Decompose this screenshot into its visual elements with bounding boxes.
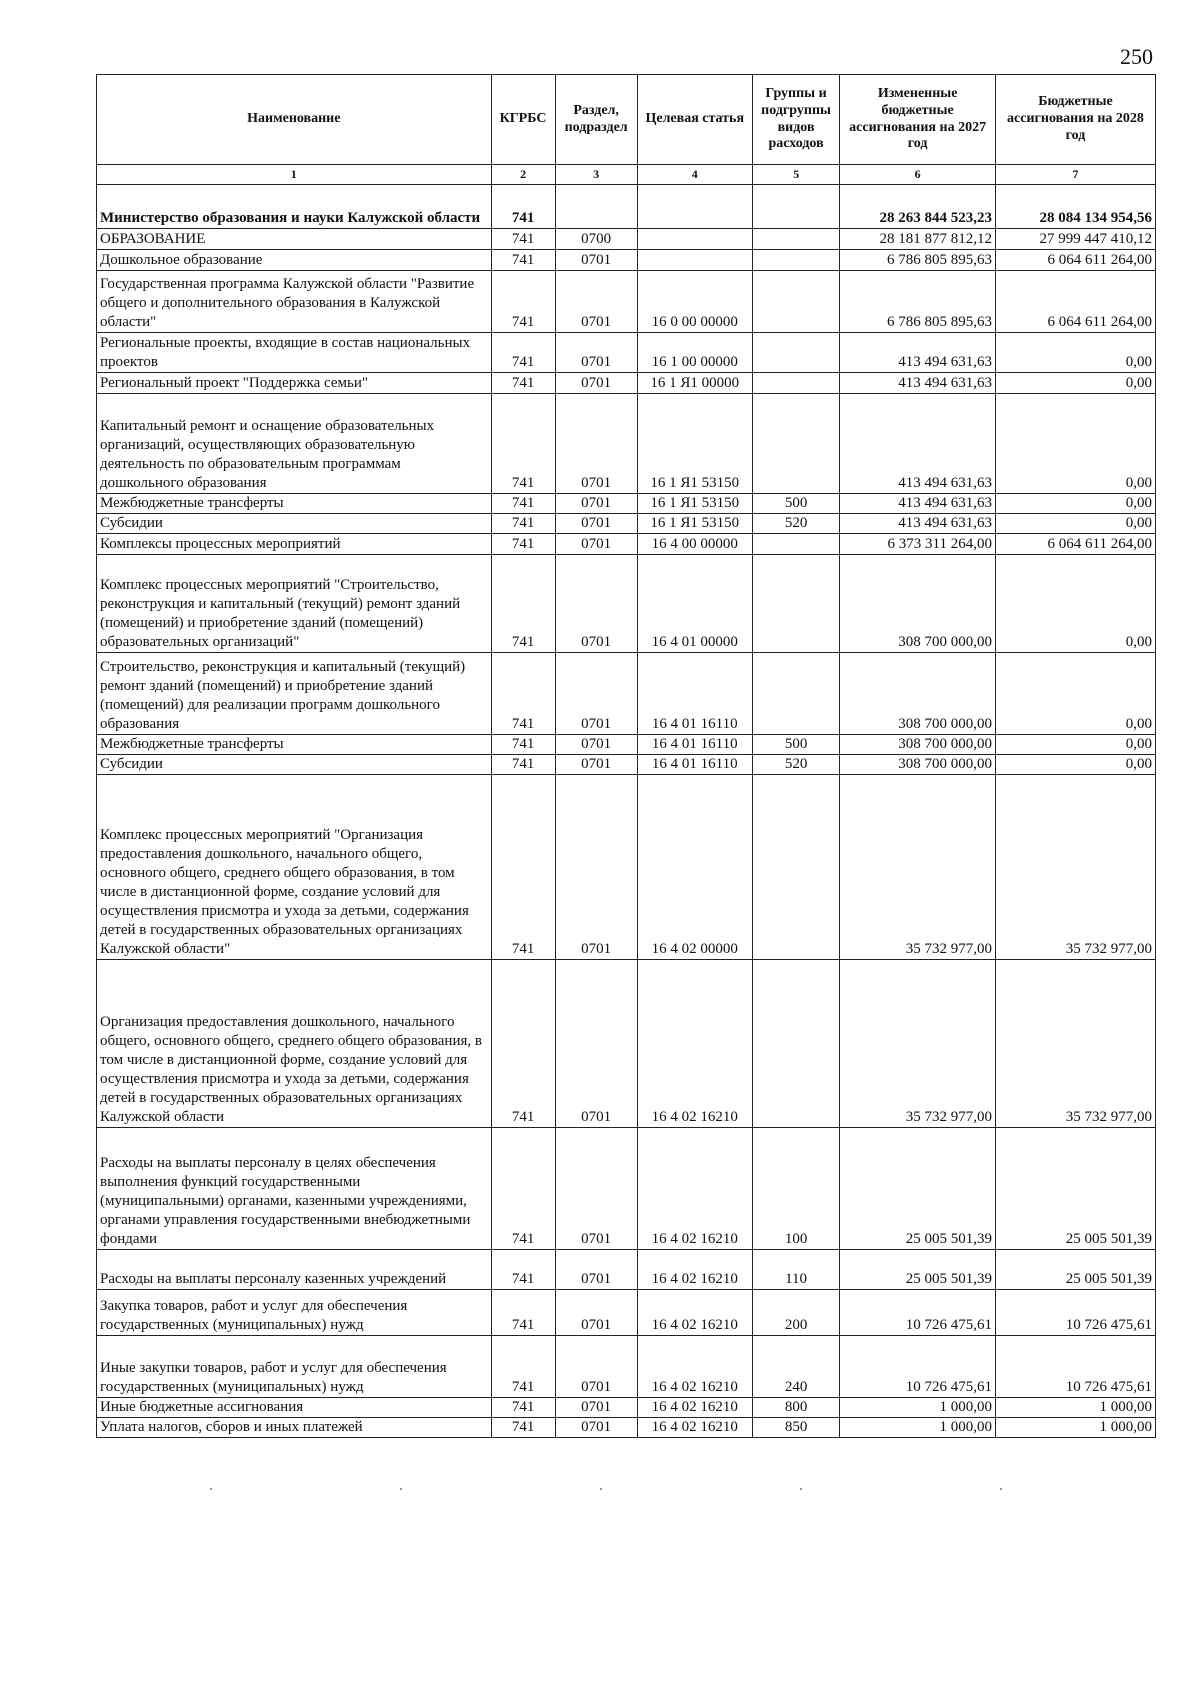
row-section: 0701 [555, 514, 637, 534]
row-expense-group [752, 394, 839, 494]
row-expense-group: 240 [752, 1336, 839, 1398]
row-expense-group [752, 229, 839, 250]
row-section: 0701 [555, 775, 637, 960]
row-name: Региональные проекты, входящие в состав национальных проектов [97, 333, 492, 373]
row-target-article: 16 1 Я1 00000 [637, 373, 752, 394]
table-row [97, 1418, 1156, 1438]
table-row [97, 250, 1156, 271]
row-kgrbs: 741 [491, 735, 555, 755]
row-target-article: 16 4 02 16210 [637, 1290, 752, 1336]
row-expense-group [752, 653, 839, 735]
row-amount-2028: 0,00 [995, 555, 1155, 653]
row-amount-2028: 6 064 611 264,00 [995, 534, 1155, 555]
row-amount-2028: 27 999 447 410,12 [995, 229, 1155, 250]
row-section: 0701 [555, 250, 637, 271]
row-expense-group: 200 [752, 1290, 839, 1336]
table-row [97, 960, 1156, 1128]
table-row [97, 735, 1156, 755]
row-section: 0701 [555, 555, 637, 653]
row-kgrbs: 741 [491, 271, 555, 333]
row-target-article: 16 4 02 00000 [637, 775, 752, 960]
row-amount-2028: 6 064 611 264,00 [995, 271, 1155, 333]
row-target-article: 16 1 00 00000 [637, 333, 752, 373]
row-name: Межбюджетные трансферты [97, 735, 492, 755]
row-name: Строительство, реконструкция и капитальный (текущий) ремонт зданий (помещений) и приобретение зданий (помещений) для реализации программ дошкольного образования [97, 653, 492, 735]
row-amount-2028: 0,00 [995, 373, 1155, 394]
row-kgrbs: 741 [491, 494, 555, 514]
row-amount-2027: 25 005 501,39 [840, 1250, 996, 1290]
table-row [97, 185, 1156, 229]
row-kgrbs: 741 [491, 1418, 555, 1438]
row-name: Дошкольное образование [97, 250, 492, 271]
row-amount-2027: 6 373 311 264,00 [840, 534, 996, 555]
row-section: 0701 [555, 1290, 637, 1336]
row-amount-2028: 0,00 [995, 494, 1155, 514]
row-amount-2027: 6 786 805 895,63 [840, 271, 996, 333]
header-2027: Измененные бюджетные ассигнования на 2027 год [840, 75, 996, 165]
row-expense-group: 850 [752, 1418, 839, 1438]
scan-dot [400, 1488, 402, 1490]
row-section [555, 185, 637, 229]
row-amount-2028: 25 005 501,39 [995, 1250, 1155, 1290]
table-row [97, 373, 1156, 394]
column-number-row [97, 165, 1156, 185]
row-kgrbs: 741 [491, 960, 555, 1128]
row-amount-2027: 1 000,00 [840, 1398, 996, 1418]
row-section: 0701 [555, 755, 637, 775]
table-row [97, 494, 1156, 514]
row-target-article: 16 4 01 00000 [637, 555, 752, 653]
header-target-article: Целевая статья [637, 75, 752, 165]
row-amount-2027: 308 700 000,00 [840, 653, 996, 735]
row-amount-2028: 35 732 977,00 [995, 775, 1155, 960]
row-section: 0701 [555, 494, 637, 514]
row-section: 0701 [555, 735, 637, 755]
table-row [97, 271, 1156, 333]
row-amount-2027: 413 494 631,63 [840, 373, 996, 394]
column-number: 6 [840, 165, 996, 185]
row-name: Уплата налогов, сборов и иных платежей [97, 1418, 492, 1438]
table-row [97, 555, 1156, 653]
table-row [97, 1128, 1156, 1250]
row-target-article: 16 0 00 00000 [637, 271, 752, 333]
row-section: 0701 [555, 1128, 637, 1250]
row-kgrbs: 741 [491, 775, 555, 960]
row-name: Организация предоставления дошкольного, начального общего, основного общего, среднего общего образования, в том числе в дистанционной форме, создание условий для осуществления присмотра и ухода за детьми, содержания детей в государственных образовательных организациях Калужской области [97, 960, 492, 1128]
row-amount-2028: 0,00 [995, 735, 1155, 755]
row-expense-group: 800 [752, 1398, 839, 1418]
row-name: Комплекс процессных мероприятий "Строительство, реконструкция и капитальный (текущий) ремонт зданий (помещений) и приобретение зданий (помещений) образовательных организаций" [97, 555, 492, 653]
table-row [97, 775, 1156, 960]
row-amount-2027: 35 732 977,00 [840, 775, 996, 960]
row-name: Капитальный ремонт и оснащение образовательных организаций, осуществляющих образовательную деятельность по образовательным программам дошкольного образования [97, 394, 492, 494]
row-section: 0701 [555, 960, 637, 1128]
row-kgrbs: 741 [491, 1290, 555, 1336]
row-name: Субсидии [97, 755, 492, 775]
row-kgrbs: 741 [491, 755, 555, 775]
table-row [97, 755, 1156, 775]
row-amount-2028: 0,00 [995, 514, 1155, 534]
page-number: 250 [1120, 44, 1153, 69]
header-kgrbs: КГРБС [491, 75, 555, 165]
row-kgrbs: 741 [491, 229, 555, 250]
table-row [97, 534, 1156, 555]
row-amount-2028: 10 726 475,61 [995, 1336, 1155, 1398]
row-target-article: 16 4 01 16110 [637, 755, 752, 775]
row-section: 0701 [555, 333, 637, 373]
scan-dot [800, 1488, 802, 1490]
row-name: Министерство образования и науки Калужской области [97, 185, 492, 229]
row-kgrbs: 741 [491, 373, 555, 394]
row-kgrbs: 741 [491, 653, 555, 735]
header-expense-group: Группы и подгруппы видов расходов [752, 75, 839, 165]
column-number: 7 [995, 165, 1155, 185]
row-target-article: 16 1 Я1 53150 [637, 514, 752, 534]
row-name: Комплексы процессных мероприятий [97, 534, 492, 555]
row-amount-2027: 413 494 631,63 [840, 494, 996, 514]
row-amount-2027: 6 786 805 895,63 [840, 250, 996, 271]
row-expense-group [752, 555, 839, 653]
row-amount-2028: 1 000,00 [995, 1398, 1155, 1418]
row-target-article: 16 4 01 16110 [637, 735, 752, 755]
row-amount-2028: 0,00 [995, 333, 1155, 373]
row-kgrbs: 741 [491, 534, 555, 555]
row-amount-2027: 35 732 977,00 [840, 960, 996, 1128]
table-row [97, 229, 1156, 250]
row-target-article: 16 4 02 16210 [637, 1398, 752, 1418]
row-name: Государственная программа Калужской области "Развитие общего и дополнительного образования в Калужской области" [97, 271, 492, 333]
table-body [97, 185, 1156, 1438]
row-amount-2028: 0,00 [995, 653, 1155, 735]
row-section: 0701 [555, 1418, 637, 1438]
scan-dot [600, 1488, 602, 1490]
row-kgrbs: 741 [491, 185, 555, 229]
row-section: 0700 [555, 229, 637, 250]
row-expense-group [752, 271, 839, 333]
row-kgrbs: 741 [491, 514, 555, 534]
header-section: Раздел, подраздел [555, 75, 637, 165]
row-amount-2028: 1 000,00 [995, 1418, 1155, 1438]
row-target-article [637, 185, 752, 229]
row-expense-group: 520 [752, 755, 839, 775]
row-name: ОБРАЗОВАНИЕ [97, 229, 492, 250]
scan-dots [0, 1488, 1200, 1494]
row-target-article: 16 4 02 16210 [637, 1128, 752, 1250]
row-expense-group [752, 250, 839, 271]
column-number: 4 [637, 165, 752, 185]
row-amount-2028: 25 005 501,39 [995, 1128, 1155, 1250]
row-target-article: 16 1 Я1 53150 [637, 494, 752, 514]
row-target-article: 16 4 02 16210 [637, 1250, 752, 1290]
table-row [97, 333, 1156, 373]
row-section: 0701 [555, 394, 637, 494]
row-target-article: 16 1 Я1 53150 [637, 394, 752, 494]
row-amount-2028: 35 732 977,00 [995, 960, 1155, 1128]
row-kgrbs: 741 [491, 250, 555, 271]
row-target-article: 16 4 01 16110 [637, 653, 752, 735]
row-expense-group [752, 534, 839, 555]
row-amount-2028: 10 726 475,61 [995, 1290, 1155, 1336]
table-row [97, 1290, 1156, 1336]
row-section: 0701 [555, 534, 637, 555]
row-target-article [637, 229, 752, 250]
table-row [97, 1398, 1156, 1418]
row-amount-2027: 1 000,00 [840, 1418, 996, 1438]
row-expense-group [752, 373, 839, 394]
row-amount-2027: 10 726 475,61 [840, 1336, 996, 1398]
row-name: Комплекс процессных мероприятий "Организация предоставления дошкольного, начального общего, основного общего, среднего общего образования, в том числе в дистанционной форме, создание условий для осуществления присмотра и ухода за детьми, содержания детей в государственных образовательных организациях Калужской области" [97, 775, 492, 960]
row-name: Иные закупки товаров, работ и услуг для обеспечения государственных (муниципальных) нужд [97, 1336, 492, 1398]
row-amount-2027: 28 263 844 523,23 [840, 185, 996, 229]
row-section: 0701 [555, 1398, 637, 1418]
row-target-article: 16 4 02 16210 [637, 1336, 752, 1398]
column-number: 1 [97, 165, 492, 185]
row-kgrbs: 741 [491, 1398, 555, 1418]
row-expense-group: 100 [752, 1128, 839, 1250]
column-number: 2 [491, 165, 555, 185]
row-name: Субсидии [97, 514, 492, 534]
row-kgrbs: 741 [491, 1336, 555, 1398]
column-number: 5 [752, 165, 839, 185]
row-amount-2027: 28 181 877 812,12 [840, 229, 996, 250]
row-name: Межбюджетные трансферты [97, 494, 492, 514]
row-amount-2027: 308 700 000,00 [840, 755, 996, 775]
row-expense-group [752, 960, 839, 1128]
scan-dot [210, 1488, 212, 1490]
row-name: Региональный проект "Поддержка семьи" [97, 373, 492, 394]
header-row [97, 75, 1156, 165]
row-section: 0701 [555, 1336, 637, 1398]
header-name: Наименование [97, 75, 492, 165]
row-amount-2027: 413 494 631,63 [840, 514, 996, 534]
row-amount-2028: 6 064 611 264,00 [995, 250, 1155, 271]
row-kgrbs: 741 [491, 1250, 555, 1290]
row-kgrbs: 741 [491, 555, 555, 653]
row-section: 0701 [555, 373, 637, 394]
row-kgrbs: 741 [491, 1128, 555, 1250]
row-expense-group [752, 333, 839, 373]
row-kgrbs: 741 [491, 394, 555, 494]
column-number: 3 [555, 165, 637, 185]
row-amount-2027: 413 494 631,63 [840, 394, 996, 494]
row-amount-2027: 10 726 475,61 [840, 1290, 996, 1336]
row-amount-2027: 308 700 000,00 [840, 735, 996, 755]
row-expense-group: 110 [752, 1250, 839, 1290]
row-target-article: 16 4 02 16210 [637, 1418, 752, 1438]
table-row [97, 1336, 1156, 1398]
row-amount-2027: 308 700 000,00 [840, 555, 996, 653]
row-section: 0701 [555, 271, 637, 333]
row-amount-2028: 0,00 [995, 394, 1155, 494]
row-target-article: 16 4 00 00000 [637, 534, 752, 555]
row-name: Расходы на выплаты персоналу в целях обеспечения выполнения функций государственными (муниципальными) органами, казенными учреждениями, органами управления государственными внебюджетными фондами [97, 1128, 492, 1250]
row-amount-2028: 0,00 [995, 755, 1155, 775]
row-amount-2027: 413 494 631,63 [840, 333, 996, 373]
row-amount-2028: 28 084 134 954,56 [995, 185, 1155, 229]
row-section: 0701 [555, 1250, 637, 1290]
row-name: Иные бюджетные ассигнования [97, 1398, 492, 1418]
row-name: Расходы на выплаты персоналу казенных учреждений [97, 1250, 492, 1290]
row-kgrbs: 741 [491, 333, 555, 373]
row-amount-2027: 25 005 501,39 [840, 1128, 996, 1250]
row-expense-group [752, 775, 839, 960]
row-section: 0701 [555, 653, 637, 735]
row-expense-group [752, 185, 839, 229]
row-name: Закупка товаров, работ и услуг для обеспечения государственных (муниципальных) нужд [97, 1290, 492, 1336]
row-target-article [637, 250, 752, 271]
table-row [97, 514, 1156, 534]
scan-dot [1000, 1488, 1002, 1490]
row-expense-group: 520 [752, 514, 839, 534]
budget-table [96, 74, 1156, 1438]
header-2028: Бюджетные ассигнования на 2028 год [995, 75, 1155, 165]
table-row [97, 1250, 1156, 1290]
row-expense-group: 500 [752, 494, 839, 514]
table-row [97, 653, 1156, 735]
row-expense-group: 500 [752, 735, 839, 755]
table-row [97, 394, 1156, 494]
row-target-article: 16 4 02 16210 [637, 960, 752, 1128]
